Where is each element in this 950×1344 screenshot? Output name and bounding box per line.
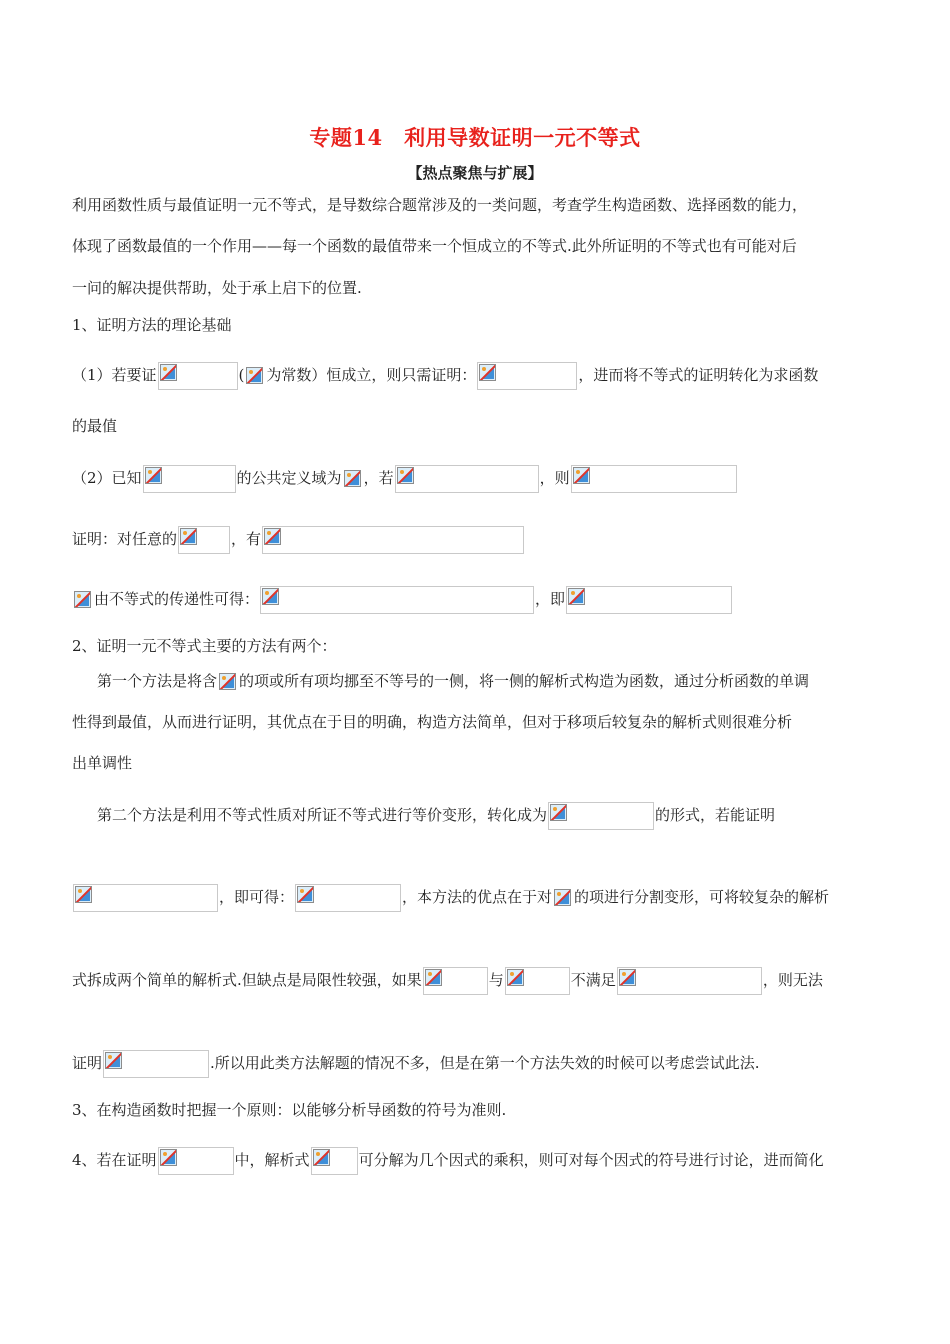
formula-image	[245, 366, 265, 386]
s2-m1-line-2: 性得到最值，从而进行证明，其优点在于目的明确，构造方法简单，但对于移项后较复杂的解析式则很难分析	[72, 713, 793, 731]
section-2-heading: 2、证明一元不等式主要的方法有两个：	[72, 637, 337, 655]
broken-image-icon	[145, 467, 162, 484]
s1-p4-line	[72, 586, 882, 606]
text-span: 式拆成两个简单的解析式.但缺点是局限性较强，如果	[72, 971, 422, 989]
text-span: ，即可得：	[219, 888, 295, 906]
formula-image	[262, 526, 524, 554]
text-span: 第一个方法是将含	[97, 672, 218, 690]
broken-image-icon	[262, 588, 279, 605]
formula-image	[566, 586, 732, 614]
broken-image-icon	[264, 528, 281, 545]
formula-image	[553, 888, 573, 908]
section-4-line	[72, 1147, 882, 1167]
formula-image	[73, 884, 218, 912]
formula-image	[571, 465, 737, 493]
broken-image-icon	[219, 673, 236, 690]
text-span: ，则	[539, 469, 570, 487]
text-span: 的公共定义域为	[236, 469, 342, 487]
text-span: （2）已知	[72, 469, 142, 487]
formula-image	[343, 469, 363, 489]
text-span: 第二个方法是利用不等式性质对所证不等式进行等价变形，转化成为	[97, 806, 548, 824]
text-span: 的形式，若能证明	[655, 806, 776, 824]
s2-m2-line-3	[72, 967, 882, 987]
text-span: 为常数）恒成立，则只需证明：	[266, 366, 477, 384]
text-span: .所以用此类方法解题的情况不多，但是在第一个方法失效的时候可以考虑尝试此法.	[210, 1054, 760, 1072]
text-span: 中，解析式	[234, 1151, 310, 1169]
broken-image-icon	[550, 804, 567, 821]
text-span: ，有	[231, 530, 262, 548]
formula-image	[477, 362, 577, 390]
text-span: ，进而将不等式的证明转化为求函数	[578, 366, 819, 384]
formula-image	[158, 362, 238, 390]
broken-image-icon	[297, 886, 314, 903]
broken-image-icon	[313, 1149, 330, 1166]
text-span: 由不等式的传递性可得：	[94, 590, 260, 608]
text-span: ，若	[363, 469, 394, 487]
formula-image	[218, 672, 238, 692]
s2-m2-line-1	[97, 802, 907, 822]
s2-m1-line-1	[97, 671, 907, 691]
formula-image	[423, 967, 488, 995]
s1-p1-line	[72, 362, 882, 382]
formula-image	[505, 967, 570, 995]
text-span: ，本方法的优点在于对	[402, 888, 553, 906]
formula-image	[295, 884, 401, 912]
s1-p3-line	[72, 526, 882, 546]
formula-image	[158, 1147, 234, 1175]
text-span: (	[238, 366, 245, 384]
page-title: 专题14 利用导数证明一元不等式	[309, 125, 641, 150]
text-span: 可分解为几个因式的乘积，则可对每个因式的符号进行讨论，进而简化	[358, 1151, 824, 1169]
text-span: 4、若在证明	[72, 1151, 157, 1169]
broken-image-icon	[397, 467, 414, 484]
broken-image-icon	[160, 364, 177, 381]
text-span: 不满足	[570, 971, 616, 989]
text-span: 与	[488, 971, 504, 989]
formula-image	[617, 967, 762, 995]
intro-line-2: 体现了函数最值的一个作用——每一个函数的最值带来一个恒成立的不等式.此外所证明的不等式也有可能对后	[72, 237, 797, 255]
section-3-text: 3、在构造函数时把握一个原则：以能够分析导函数的符号为准则.	[72, 1101, 507, 1119]
broken-image-icon	[425, 969, 442, 986]
s1-p2-line	[72, 465, 882, 485]
formula-image	[103, 1050, 209, 1078]
section-subtitle: 【热点聚焦与扩展】	[407, 164, 543, 182]
formula-image	[143, 465, 236, 493]
intro-line-3: 一问的解决提供帮助，处于承上启下的位置.	[72, 279, 362, 297]
s2-m2-line-2	[72, 884, 882, 904]
text-span: 证明：对任意的	[72, 530, 178, 548]
broken-image-icon	[573, 467, 590, 484]
broken-image-icon	[479, 364, 496, 381]
broken-image-icon	[160, 1149, 177, 1166]
broken-image-icon	[75, 886, 92, 903]
text-span: ，则无法	[762, 971, 823, 989]
formula-image	[178, 526, 230, 554]
formula-image	[395, 465, 539, 493]
broken-image-icon	[619, 969, 636, 986]
broken-image-icon	[554, 889, 571, 906]
broken-image-icon	[344, 470, 361, 487]
s2-m1-line-3: 出单调性	[72, 754, 133, 772]
section-1-heading: 1、证明方法的理论基础	[72, 316, 232, 334]
formula-image	[73, 590, 93, 610]
broken-image-icon	[74, 591, 91, 608]
formula-image	[260, 586, 534, 614]
broken-image-icon	[568, 588, 585, 605]
s2-m2-line-4	[72, 1050, 882, 1070]
text-span: 证明	[72, 1054, 103, 1072]
text-span: 的项或所有项均挪至不等号的一侧，将一侧的解析式构造为函数，通过分析函数的单调	[239, 672, 810, 690]
text-span: ，即	[535, 590, 566, 608]
text-span: （1）若要证	[72, 366, 157, 384]
intro-line-1: 利用函数性质与最值证明一元不等式，是导数综合题常涉及的一类问题，考查学生构造函数、选择函数的能力，	[72, 196, 808, 214]
broken-image-icon	[180, 528, 197, 545]
formula-image	[548, 802, 654, 830]
broken-image-icon	[105, 1052, 122, 1069]
text-span: 的项进行分割变形，可将较复杂的解析	[574, 888, 830, 906]
s1-p1-line-2: 的最值	[72, 417, 118, 435]
formula-image	[311, 1147, 358, 1175]
broken-image-icon	[246, 367, 263, 384]
broken-image-icon	[507, 969, 524, 986]
